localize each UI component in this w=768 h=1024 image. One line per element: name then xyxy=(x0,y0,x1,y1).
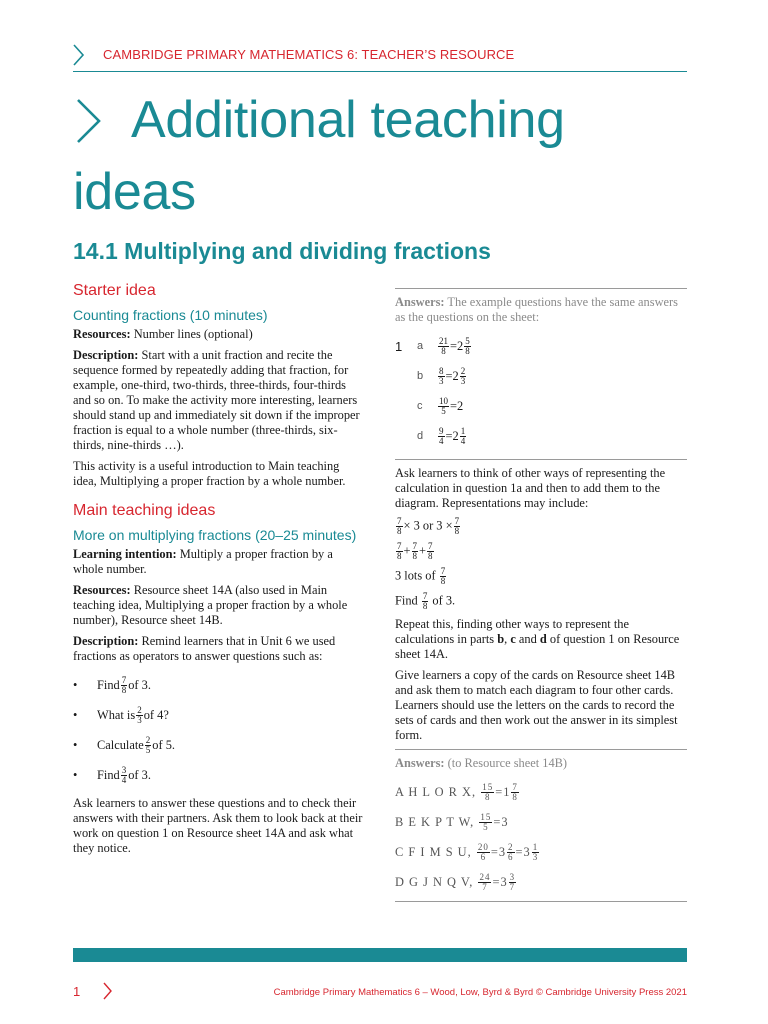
starter-heading: Starter idea xyxy=(73,282,156,299)
list-item: • Find $\frac{7}{8}$ of 3. xyxy=(73,670,363,700)
divider xyxy=(395,749,687,750)
answer-list xyxy=(395,331,687,451)
card-group-row: A H L O R X, $\frac{15}{8}$ = 1 $\frac{7}{8}$ xyxy=(395,781,518,802)
divider xyxy=(395,459,687,460)
chevron-right-icon xyxy=(73,44,85,66)
answers-heading-2: Answers: (to Resource sheet 14B) xyxy=(395,756,568,770)
header-book: CAMBRIDGE PRIMARY MATHEMATICS 6: xyxy=(103,47,359,62)
card-group-row: C F I M S U, $\frac{20}{6}$ = 3 $\frac{2}{6}$ = 3 $\frac{1}{3}$ xyxy=(395,841,539,862)
starter-subheading: Counting fractions (10 minutes) xyxy=(73,307,268,323)
card-group-row: D G J N Q V, $\frac{24}{7}$ = 3 $\frac{3}{7}$ xyxy=(395,871,516,892)
question-list xyxy=(73,670,363,790)
activity-note: This activity is a useful introduction to Main teaching idea, Multiplying a proper fraction by a whole number. xyxy=(73,459,346,488)
description-paragraph-2: Description: Remind learners that in Unit 6 we used fractions as operators to answer questions such as: xyxy=(73,634,336,663)
footer-credit: Cambridge Primary Mathematics 6 – Wood, Low, Byrd & Byrd © Cambridge University Press 2021 xyxy=(273,987,687,998)
repeat-paragraph: Repeat this, finding other ways to represent the calculations in parts b, c and d of question 1 on Resource sheet 14A. xyxy=(395,617,680,661)
header-resource: TEACHER’S RESOURCE xyxy=(361,47,515,62)
answer-row: 1 a $\frac{21}{8}$ = 2 $\frac{5}{8}$ xyxy=(395,335,470,356)
main-subheading: More on multiplying fractions (20–25 minutes) xyxy=(73,527,357,543)
representation-1: $\frac{7}{8}$ × 3 or 3 × $\frac{7}{8}$ xyxy=(397,516,460,536)
answer-row: b $\frac{8}{3}$ = 2 $\frac{2}{3}$ xyxy=(417,365,466,386)
running-header xyxy=(103,47,514,62)
representation-3: 3 lots of $\frac{7}{8}$ xyxy=(395,566,446,586)
represent-intro: Ask learners to think of other ways of representing the calculation in question 1a and then to add them to the diagram. Representations may include: xyxy=(395,466,666,510)
list-item: • Find $\frac{3}{4}$ of 3. xyxy=(73,760,363,790)
cards-paragraph: Give learners a copy of the cards on Resource sheet 14B and ask them to match each diagram to four other cards. Learners should use the letters on the cards to record the sets of cards and then work out the answer in its simplest form. xyxy=(395,668,678,742)
card-groups xyxy=(395,777,687,897)
chevron-right-icon xyxy=(103,982,113,1000)
right-column xyxy=(395,288,687,908)
page-number: 1 xyxy=(73,984,81,999)
footer-bar xyxy=(73,948,687,962)
representation-4: Find $\frac{7}{8}$ of 3. xyxy=(395,591,456,611)
list-item: • Calculate $\frac{2}{5}$ of 5. xyxy=(73,730,363,760)
closing-paragraph: Ask learners to answer these questions and to check their answers with their partners. Ask them to look back at their work on question 1 on Resource sheet 14A and ask what they notice. xyxy=(73,796,363,855)
resources-paragraph-2: Resources: Resource sheet 14A (also used in Main teaching idea, Multiplying a proper fraction by a whole number), Resource sheet 14B. xyxy=(73,583,348,627)
description-paragraph: Description: Start with a unit fraction and recite the sequence formed by repeatedly adding that fraction, for example, one-third, two-thirds, three-thirds, four-thirds and so on. To make the activity more interesting, learners should stand up and immediately sit down if the improper fraction is equal to a whole number (three-thirds, six-thirds, nine-thirds …). xyxy=(73,348,360,452)
answers-rule xyxy=(395,288,687,289)
divider xyxy=(395,901,687,902)
resources-paragraph: Resources: Number lines (optional) xyxy=(73,327,253,341)
list-item: • What is $\frac{2}{3}$ of 4? xyxy=(73,700,363,730)
section-heading: 14.1 Multiplying and dividing fractions xyxy=(73,238,491,264)
representation-2: $\frac{7}{8}$ + $\frac{7}{8}$ + $\frac{7}{8}$ xyxy=(397,541,433,561)
main-heading: Main teaching ideas xyxy=(73,502,216,519)
answers-intro: Answers: The example questions have the same answers as the questions on the sheet: xyxy=(395,295,678,324)
learning-intention: Learning intention: Multiply a proper fraction by a whole number. xyxy=(73,547,333,576)
left-column xyxy=(73,281,363,862)
answer-row: c $\frac{10}{5}$ = 2 xyxy=(417,395,464,416)
representations xyxy=(395,517,687,611)
question-number: 1 xyxy=(395,338,403,354)
header-rule xyxy=(73,71,687,72)
page-title: Additional teaching ideas xyxy=(73,91,565,221)
answer-row: d $\frac{9}{4}$ = 2 $\frac{1}{4}$ xyxy=(417,425,466,446)
card-group-row: B E K P T W, $\frac{15}{5}$ = 3 xyxy=(395,811,509,832)
